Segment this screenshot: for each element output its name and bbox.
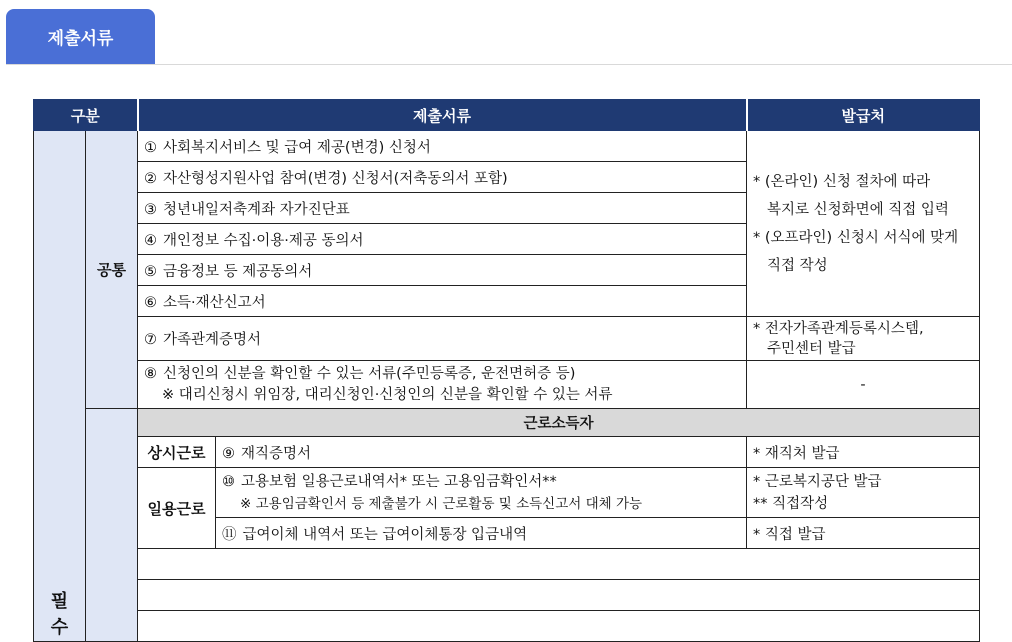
doc-item-8: ⑧ 신청인의 신분을 확인할 수 있는 서류(주민등록증, 운전면허증 등) ※ 대리신청시 위임장, 대리신청인·신청인의 신분을 확인할 수 있는 서류 — [138, 361, 747, 409]
labor-category — [86, 409, 138, 642]
doc-item-5: ⑤ 금융정보 등 제공동의서 — [138, 255, 747, 286]
doc-item-9: ⑨ 재직증명서 — [216, 437, 747, 468]
issuer-id-docs: - — [747, 361, 980, 409]
doc-item-7: ⑦ 가족관계증명서 — [138, 317, 747, 361]
required-category — [34, 131, 86, 642]
header-issuer: 발급처 — [747, 100, 980, 131]
regular-work-label: 상시근로 — [138, 437, 216, 468]
issuer-direct: * 직접 발급 — [747, 518, 980, 549]
issuer-family-relation: * 전자가족관계등록시스템, 주민센터 발급 — [747, 317, 980, 361]
doc-item-3: ③ 청년내일저축계좌 자가진단표 — [138, 193, 747, 224]
tab-submission-docs[interactable]: 제출서류 — [6, 9, 155, 64]
doc-item-2: ② 자산형성지원사업 참여(변경) 신청서(저축동의서 포함) — [138, 162, 747, 193]
issuer-welfare-service: * 근로복지공단 발급 ** 직접작성 — [747, 468, 980, 518]
header-category: 구분 — [34, 100, 138, 131]
doc-item-1: ① 사회복지서비스 및 급여 제공(변경) 신청서 — [138, 131, 747, 162]
issuer-employer: * 재직처 발급 — [747, 437, 980, 468]
required-label: 필수 — [50, 591, 69, 638]
issuer-online-offline: * (온라인) 신청 절차에 따라 복지로 신청화면에 직접 입력 * (오프라인) 신청시 서식에 맞게 직접 작성 — [747, 131, 980, 317]
daily-work-label: 일용근로 — [138, 468, 216, 549]
doc-item-11: ⑪ 급여이체 내역서 또는 급여이체통장 입금내역 — [216, 518, 747, 549]
doc-item-4: ④ 개인정보 수집·이용·제공 동의서 — [138, 224, 747, 255]
tab-bar — [6, 0, 1012, 65]
doc-item-10: ⑩ 고용보험 일용근로내역서* 또는 고용임금확인서** ※ 고용임금확인서 등 제출불가 시 근로활동 및 소득신고서 대체 가능 — [216, 468, 747, 518]
header-docs: 제출서류 — [138, 100, 747, 131]
common-category: 공통 — [86, 131, 138, 409]
submission-table-wrapper — [33, 99, 979, 638]
submission-docs-table — [33, 99, 980, 642]
labor-income-title: 근로소득자 — [138, 409, 980, 437]
doc-item-6: ⑥ 소득·재산신고서 — [138, 286, 747, 317]
